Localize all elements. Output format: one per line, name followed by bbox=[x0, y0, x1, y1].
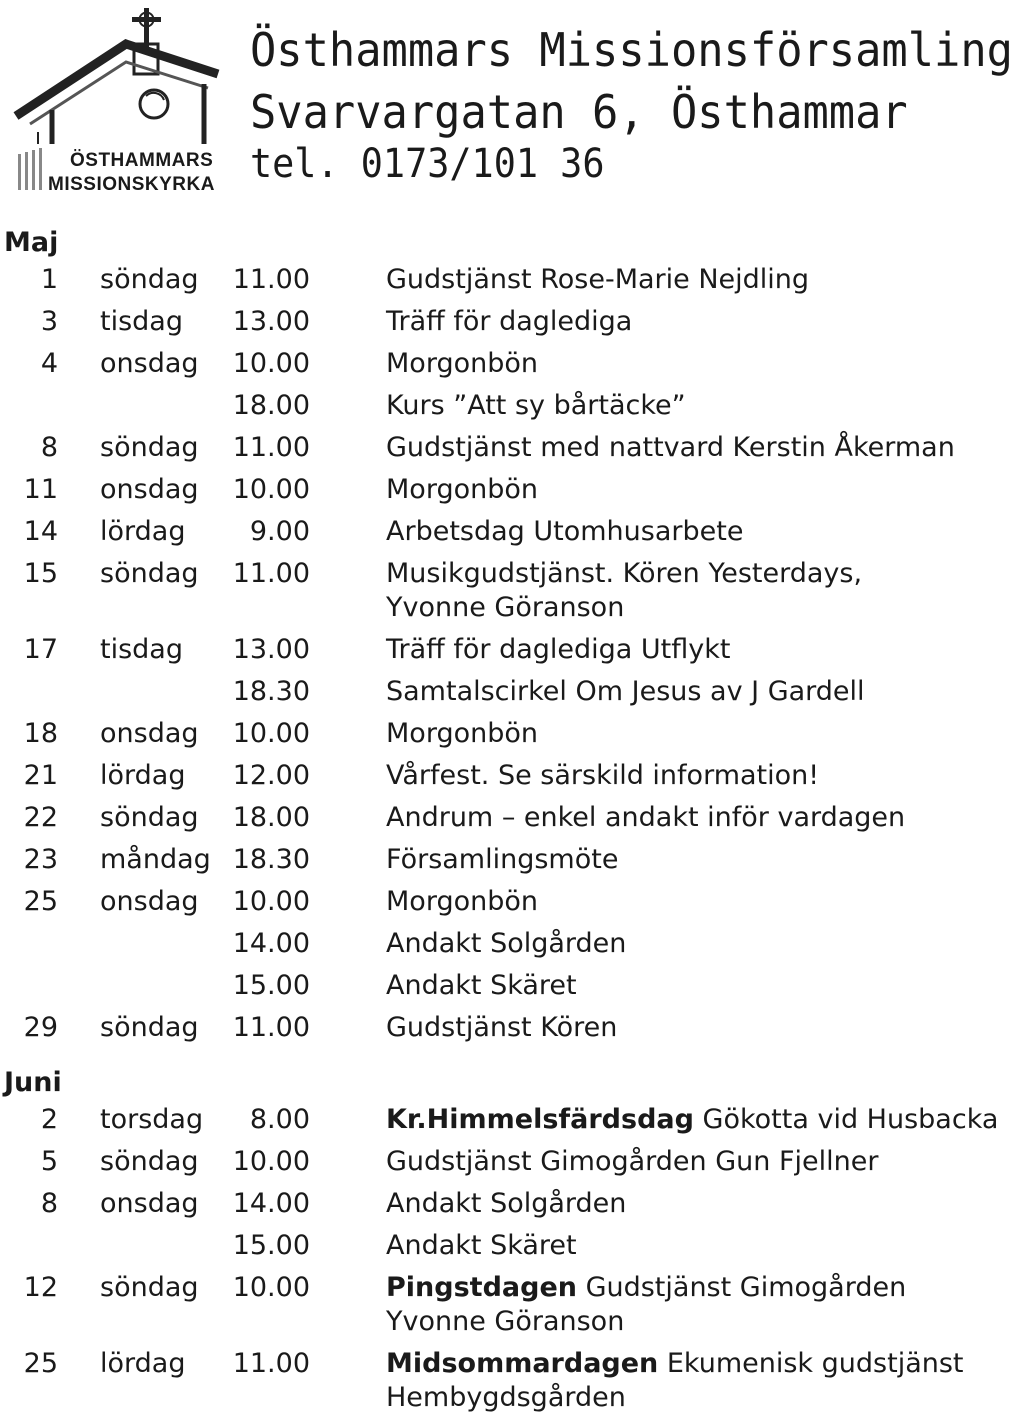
row-event bbox=[386, 1100, 998, 1140]
row-time: 10.00 bbox=[232, 1146, 310, 1177]
row-weekday: söndag bbox=[100, 264, 199, 295]
row-day: 23 bbox=[23, 844, 58, 875]
row-event: Musikgudstjänst. Kören Yesterdays, bbox=[386, 558, 863, 589]
row-day: 2 bbox=[40, 1104, 58, 1135]
row-time: 10.00 bbox=[232, 1272, 310, 1303]
row-day: 18 bbox=[23, 718, 58, 749]
schedule-row bbox=[0, 470, 960, 512]
row-weekday: söndag bbox=[100, 802, 199, 833]
schedule-row bbox=[0, 302, 960, 344]
row-event: Gudstjänst Gimogården Gun Fjellner bbox=[386, 1146, 879, 1177]
schedule-row bbox=[0, 672, 960, 714]
row-day: 29 bbox=[23, 1012, 58, 1043]
schedule-row bbox=[0, 554, 960, 630]
row-weekday: lördag bbox=[100, 760, 186, 791]
row-day: 15 bbox=[23, 558, 58, 589]
row-day: 1 bbox=[40, 264, 58, 295]
row-time: 18.30 bbox=[232, 844, 310, 875]
row-time: 11.00 bbox=[232, 558, 310, 589]
row-weekday: söndag bbox=[100, 1012, 199, 1043]
row-day: 8 bbox=[40, 1188, 58, 1219]
row-weekday: tisdag bbox=[100, 634, 183, 665]
schedule-row bbox=[0, 386, 960, 428]
schedule-row bbox=[0, 840, 960, 882]
schedule-row bbox=[0, 882, 960, 924]
row-weekday: tisdag bbox=[100, 306, 183, 337]
schedule-row bbox=[0, 512, 960, 554]
row-event: Andakt Skäret bbox=[386, 1230, 577, 1261]
church-name: Östhammars Missionsförsamling bbox=[250, 23, 1013, 77]
schedule-row bbox=[0, 798, 960, 840]
schedule-row bbox=[0, 714, 960, 756]
row-day: 3 bbox=[40, 306, 58, 337]
row-weekday: onsdag bbox=[100, 348, 199, 379]
row-day: 17 bbox=[23, 634, 58, 665]
row-event-text: Gudstjänst Gimogården bbox=[576, 1272, 907, 1303]
row-day: 5 bbox=[40, 1146, 58, 1177]
church-address: Svarvargatan 6, Östhammar bbox=[250, 85, 908, 139]
row-time: 18.00 bbox=[232, 390, 310, 421]
row-time: 8.00 bbox=[249, 1104, 310, 1135]
row-event: Andakt Skäret bbox=[386, 970, 577, 1001]
row-weekday: onsdag bbox=[100, 886, 199, 917]
row-event: Träff för daglediga bbox=[386, 306, 633, 337]
row-day: 11 bbox=[23, 474, 58, 505]
row-event: Arbetsdag Utomhusarbete bbox=[386, 516, 744, 547]
row-weekday: söndag bbox=[100, 1146, 199, 1177]
row-day: 12 bbox=[23, 1272, 58, 1303]
church-logo bbox=[8, 4, 244, 200]
row-time: 10.00 bbox=[232, 474, 310, 505]
schedule-row bbox=[0, 1008, 960, 1050]
schedule-row bbox=[0, 630, 960, 672]
schedule-row bbox=[0, 344, 960, 386]
schedule-row bbox=[0, 1100, 999, 1142]
row-event-highlight: Midsommardagen bbox=[386, 1348, 659, 1379]
month-gap bbox=[0, 1050, 960, 1066]
schedule-row bbox=[0, 1184, 960, 1226]
row-time: 13.00 bbox=[232, 634, 310, 665]
schedule-row bbox=[0, 1344, 964, 1420]
schedule-row bbox=[0, 924, 960, 966]
row-event-highlight: Kr.Himmelsfärdsdag bbox=[386, 1104, 694, 1135]
row-weekday: onsdag bbox=[100, 1188, 199, 1219]
row-weekday: söndag bbox=[100, 1272, 199, 1303]
logo-line-1: ÖSTHAMMARS bbox=[70, 150, 214, 171]
schedule-row bbox=[0, 260, 960, 302]
row-weekday: söndag bbox=[100, 432, 199, 463]
row-time: 9.00 bbox=[249, 516, 310, 547]
row-event: Gudstjänst med nattvard Kerstin Åkerman bbox=[386, 432, 955, 463]
row-time: 11.00 bbox=[232, 432, 310, 463]
row-event: Morgonbön bbox=[386, 886, 538, 917]
row-event: Gudstjänst Kören bbox=[386, 1012, 618, 1043]
row-event: Morgonbön bbox=[386, 474, 538, 505]
row-day: 4 bbox=[40, 348, 58, 379]
row-day: 25 bbox=[23, 1348, 58, 1379]
row-weekday: lördag bbox=[100, 516, 186, 547]
row-time: 10.00 bbox=[232, 886, 310, 917]
row-event: Morgonbön bbox=[386, 348, 538, 379]
row-time: 14.00 bbox=[232, 1188, 310, 1219]
row-event-continued: Yvonne Göranson bbox=[386, 592, 625, 623]
row-weekday: söndag bbox=[100, 558, 199, 589]
row-day: 21 bbox=[23, 760, 58, 791]
row-time: 14.00 bbox=[232, 928, 310, 959]
row-event: Samtalscirkel Om Jesus av J Gardell bbox=[386, 676, 865, 707]
row-event: Kurs ”Att sy bårtäcke” bbox=[386, 390, 686, 421]
row-time: 18.30 bbox=[232, 676, 310, 707]
row-event: Andakt Solgården bbox=[386, 928, 627, 959]
row-day: 8 bbox=[40, 432, 58, 463]
row-weekday: onsdag bbox=[100, 718, 199, 749]
row-day: 25 bbox=[23, 886, 58, 917]
page-header bbox=[0, 0, 1013, 210]
schedule-row bbox=[0, 966, 960, 1008]
row-time: 11.00 bbox=[232, 264, 310, 295]
row-time: 15.00 bbox=[232, 970, 310, 1001]
row-event-text: Ekumenisk gudstjänst bbox=[658, 1348, 964, 1379]
row-event: Träff för daglediga Utflykt bbox=[386, 634, 731, 665]
schedule-row bbox=[0, 756, 960, 798]
schedule-row bbox=[0, 1268, 960, 1344]
row-event-continued: Hembygdsgården bbox=[386, 1382, 626, 1413]
row-event: Andrum – enkel andakt inför vardagen bbox=[386, 802, 906, 833]
row-weekday: torsdag bbox=[100, 1104, 204, 1135]
row-event-continued: Yvonne Göranson bbox=[386, 1306, 625, 1337]
row-time: 10.00 bbox=[232, 348, 310, 379]
row-event: Gudstjänst Rose-Marie Nejdling bbox=[386, 264, 810, 295]
row-weekday: onsdag bbox=[100, 474, 199, 505]
row-time: 18.00 bbox=[232, 802, 310, 833]
schedule-row bbox=[0, 428, 960, 470]
row-weekday: lördag bbox=[100, 1348, 186, 1379]
row-event: Andakt Solgården bbox=[386, 1188, 627, 1219]
schedule-row bbox=[0, 1226, 960, 1268]
row-time: 11.00 bbox=[232, 1012, 310, 1043]
row-event: Morgonbön bbox=[386, 718, 538, 749]
row-time: 13.00 bbox=[232, 306, 310, 337]
row-time: 11.00 bbox=[232, 1348, 310, 1379]
row-event: Församlingsmöte bbox=[386, 844, 619, 875]
row-time: 10.00 bbox=[232, 718, 310, 749]
schedule-row bbox=[0, 1142, 960, 1184]
logo-line-2: MISSIONSKYRKA bbox=[48, 174, 215, 195]
church-phone: tel. 0173/101 36 bbox=[250, 141, 605, 187]
row-time: 15.00 bbox=[232, 1230, 310, 1261]
event-schedule bbox=[0, 226, 999, 1420]
row-time: 12.00 bbox=[232, 760, 310, 791]
row-weekday: måndag bbox=[100, 844, 211, 875]
month-heading: Maj bbox=[4, 227, 59, 258]
row-event-text: Gökotta vid Husbacka bbox=[693, 1104, 999, 1135]
row-event-highlight: Pingstdagen bbox=[386, 1272, 577, 1303]
row-day: 14 bbox=[23, 516, 58, 547]
row-day: 22 bbox=[23, 802, 58, 833]
row-event: Vårfest. Se särskild information! bbox=[386, 760, 820, 791]
month-heading: Juni bbox=[4, 1067, 62, 1098]
